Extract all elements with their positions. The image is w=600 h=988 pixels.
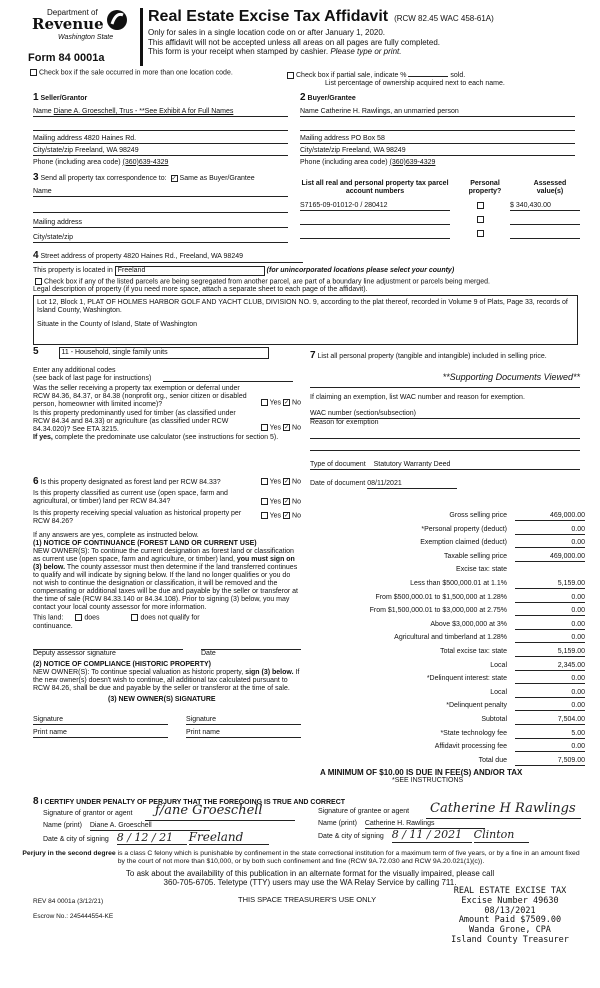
notice2-text-a: NEW OWNER(S): To continue special valuation as historic property,: [33, 668, 244, 676]
grantee-date-row: [318, 829, 588, 843]
q-timber-answers: [259, 424, 301, 432]
buyer-city-field[interactable]: [300, 147, 575, 156]
segregated-checkbox[interactable]: [35, 278, 42, 285]
same-as-buyer-checkbox[interactable]: [171, 175, 178, 182]
fee-row: [315, 526, 585, 535]
fee-value[interactable]: 0.00: [515, 675, 585, 684]
stamp-line: Excise Number 49630: [461, 895, 559, 906]
grantor-signature-label: Signature of grantor or agent: [43, 809, 133, 817]
grantee-name-label: Name (print): [318, 820, 357, 827]
notice1-text-b: The county assessor must then determine if the land transferred continues to qualify and will indicate by signing below. If the land no longer qualifies or you do not wish to continue the designation or classification, it will be removed and the compensating or additional taxes will be due and payable by the seller or transferor at the time of sale (RCW 84.33.140 or 84.34.108). Prior to signing (3) below, you may contact your local county assessor for more information.: [33, 563, 298, 612]
form-title-block: [148, 8, 588, 56]
supporting-docs-note: **Supporting Documents Viewed**: [442, 371, 580, 382]
fee-value[interactable]: [515, 566, 585, 574]
q-forest-answers: [259, 478, 301, 486]
grantor-signature-field[interactable]: [145, 802, 295, 821]
fee-label: *Personal property (deduct): [421, 525, 507, 533]
fee-value[interactable]: 0.00: [515, 539, 585, 548]
personal-cell: [458, 202, 503, 211]
q-historic: [33, 510, 301, 526]
buyer-city-label: City/state/zip: [300, 146, 341, 154]
doc-date-value: 08/11/2021: [367, 480, 457, 489]
revenue-text: Revenue: [32, 15, 104, 33]
partial-sale-checkbox[interactable]: [287, 72, 294, 79]
street-address-field[interactable]: [33, 250, 303, 263]
seller-name-value: Diane A. Groeschell, Trus - **See Exhibit A for Full Names: [53, 107, 234, 115]
fee-row: [315, 730, 585, 739]
street-label: Street address of property: [40, 253, 122, 260]
fee-label: Total due: [478, 756, 507, 764]
new-owner-sig-row: [33, 716, 301, 725]
escrow-number: Escrow No.: 245444554-KE: [33, 913, 114, 920]
fee-value[interactable]: 7,504.00: [515, 716, 585, 725]
seller-mail-label: Mailing address: [33, 134, 83, 142]
wac-label: WAC number (section/subsection): [310, 409, 416, 417]
partial-sale-sold-label: sold.: [450, 72, 466, 79]
section5: [33, 346, 301, 442]
fee-row: [315, 539, 585, 548]
parcel-table-header: [300, 180, 580, 196]
fee-row: [315, 716, 585, 725]
header-divider: [140, 8, 143, 66]
dept-of-text: Department of: [47, 8, 98, 17]
located-label: This property is located in: [33, 266, 113, 274]
fee-row: [315, 634, 585, 643]
fee-value[interactable]: 0.00: [515, 594, 585, 603]
grantee-name-value[interactable]: Catherine H. Rawlings: [365, 820, 485, 829]
note-all-pages: This affidavit will not be accepted unless all areas on all pages are fully completed.: [148, 37, 441, 47]
continuance-label: continuance.: [33, 622, 73, 630]
q-forest-yes[interactable]: [261, 478, 268, 485]
q-exemption-yes[interactable]: [261, 399, 268, 406]
parcel-row: [300, 216, 580, 225]
grantee-city-value[interactable]: Clinton: [474, 829, 529, 843]
fee-value[interactable]: 5,159.00: [515, 580, 585, 589]
seller-blank-line[interactable]: [33, 121, 288, 131]
fee-row: [315, 607, 585, 616]
section3-number: 3: [33, 172, 39, 183]
q-timber-no[interactable]: [283, 424, 290, 431]
note-type-print: Please type or print.: [330, 46, 402, 56]
segregated-label: Check box if any of the listed parcels are being segregated from another parcel, are part of a boundary line adjustment or parcels being merged.: [44, 277, 490, 285]
notice1-bold: you must sign on (3) below.: [33, 555, 295, 571]
reason-line[interactable]: [310, 427, 580, 439]
section8: [33, 796, 588, 845]
buyer-phone-value: (360)639-4329: [389, 158, 436, 166]
q-timber-ifyes: [33, 434, 301, 442]
section7-text: List all personal property (tangible and intangible) included in selling price.: [317, 353, 547, 360]
located-row: [33, 266, 583, 276]
notice1-body: [33, 548, 301, 612]
minimum-due-note: A MINIMUM OF $10.00 IS DUE IN FEE(S) AND/OR TAX: [320, 768, 523, 777]
yes-label: Yes: [269, 497, 282, 505]
fee-row: [315, 566, 585, 574]
buyer-name-label: Name: [300, 107, 319, 115]
seller-section: [33, 92, 288, 167]
buyer-heading: Buyer/Grantee: [307, 95, 356, 102]
yes-label: Yes: [269, 478, 282, 486]
new-owner-print-1[interactable]: [33, 729, 168, 738]
seller-heading: Seller/Grantor: [40, 95, 88, 102]
parcel-table: [300, 180, 580, 239]
notice2-text-b: If the new owner(s) doesn't wish to continue, all additional tax calculated pursuant to RCW 84.26, shall be due and payable by the seller or transferor at the time of sale.: [33, 668, 300, 692]
fee-value[interactable]: 0.00: [515, 689, 585, 698]
does-label: does: [84, 614, 100, 622]
grantor-date-label: Date & city of signing: [43, 835, 109, 843]
q-current-use: [33, 490, 301, 506]
fee-label: Excise tax: state: [456, 566, 507, 574]
fee-value[interactable]: 0.00: [515, 702, 585, 711]
multi-location-label: Check box if the sale occurred in more than one location code.: [39, 69, 233, 77]
yes-label: Yes: [269, 399, 282, 407]
seller-mail-value: 4820 Haines Rd.: [83, 134, 137, 142]
notice2-bold: sign (3) below.: [245, 668, 294, 676]
section6-number: 6: [33, 476, 39, 487]
notice1-text-a: NEW OWNER(S): To continue the current designation as forest land or classification as current use (open space, farm and agriculture, or timber) land,: [33, 547, 294, 563]
fee-row: [315, 621, 585, 630]
print-name-label: Print name: [33, 728, 67, 736]
revision-number: REV 84 0001a (3/12/21): [33, 898, 104, 905]
legal-description-box[interactable]: [33, 295, 578, 345]
buyer-name-value: Catherine H. Rawlings, an unmarried person: [320, 107, 459, 115]
print-name-label: Print name: [186, 728, 220, 736]
new-owner-signature-1[interactable]: [33, 716, 168, 725]
parcel-number[interactable]: [300, 230, 450, 239]
wac-number-field[interactable]: [310, 410, 580, 419]
personal-property-line[interactable]: [310, 382, 580, 388]
form-title: Real Estate Excise Tax Affidavit: [148, 8, 389, 25]
fee-value[interactable]: 2,345.00: [515, 662, 585, 671]
doc-date-field[interactable]: [310, 480, 580, 489]
perjury-notice: [20, 850, 582, 866]
signature-label: Signature: [186, 715, 216, 723]
q-exemption-answers: [259, 399, 301, 407]
buyer-section: [300, 92, 575, 167]
fee-row: [315, 553, 585, 562]
if-yes-text: complete the predominate use calculator (see instructions for section 5).: [54, 434, 279, 442]
seller-section-number: 1: [33, 92, 39, 103]
located-note: (for unincorporated locations please select your county): [266, 266, 455, 274]
personal-checkbox[interactable]: [477, 216, 484, 223]
q-timber-text: Is this property predominantly used for timber (as classified under RCW 84.34 and 84.33) or agriculture (as classified under RCW 84.34.020)? See ETA 3215.: [33, 410, 236, 434]
partial-sale-check[interactable]: [285, 69, 585, 88]
fee-label: *Delinquent penalty: [446, 702, 507, 710]
no-label: No: [292, 399, 301, 407]
no-label: No: [292, 424, 301, 432]
fee-row: [315, 512, 585, 521]
no-label: No: [292, 497, 301, 505]
personal-cell: [458, 216, 503, 225]
fee-label: Local: [490, 661, 507, 669]
personal-checkbox[interactable]: [477, 202, 484, 209]
treasurer-use-only: THIS SPACE TREASURER'S USE ONLY: [238, 895, 377, 904]
parcel-row: [300, 202, 580, 211]
buyer-phone-label: Phone (including area code): [300, 158, 388, 166]
corr-name-field[interactable]: [33, 188, 288, 197]
property-section: [33, 250, 583, 345]
stamp-line: Amount Paid $7509.00: [458, 915, 562, 926]
buyer-city-value: Freeland, WA 98249: [342, 146, 406, 154]
corr-blank-line[interactable]: [33, 203, 288, 213]
notice1-title: (1) NOTICE OF CONTINUANCE (FOREST LAND OR CURRENT USE): [33, 539, 257, 547]
correspondence-section: [33, 172, 288, 243]
section4-number: 4: [33, 250, 39, 261]
any-yes-note: If any answers are yes, complete as instructed below.: [33, 531, 199, 539]
deputy-label: Deputy assessor signature: [33, 649, 116, 657]
deputy-date-label: Date: [201, 649, 216, 657]
buyer-phone-field[interactable]: [300, 159, 575, 167]
fee-value[interactable]: 7,509.00: [515, 757, 585, 766]
reason-line-2[interactable]: [310, 439, 580, 451]
this-land-label: This land:: [33, 614, 64, 622]
personal-header: Personal property?: [468, 180, 502, 196]
seller-name-field[interactable]: [33, 108, 288, 117]
grantor-name-label: Name (print): [43, 821, 82, 829]
additional-codes-field[interactable]: [163, 374, 293, 382]
stamp-line: 08/13/2021: [484, 905, 536, 916]
legal-description: Lot 12, Block 1, PLAT OF HOLMES HARBOR GOLF AND YACHT CLUB, DIVISION NO. 9, according to the plat thereof, recorded in Volume 9 of Plats, Page 33, records of Island County, Washington.: [37, 298, 568, 315]
q-current-use-text: Is this property classified as current use (open space, farm and agricultural, or timber) land per RCW 84.34?: [33, 489, 228, 505]
additional-codes-label: Enter any additional codes: [33, 367, 116, 375]
q-forest-no[interactable]: [283, 478, 290, 485]
note-single-location: Only for sales in a single location code on or after January 1, 2020.: [148, 28, 386, 38]
notice3-title: (3) NEW OWNER(S) SIGNATURE: [108, 695, 216, 703]
doc-type-value: Statutory Warranty Deed: [373, 460, 451, 468]
q-historic-yes[interactable]: [261, 512, 268, 519]
grantor-city-value[interactable]: Freeland: [189, 831, 269, 846]
section3-text: Send all property tax correspondence to:: [40, 175, 167, 182]
grantor-name-value[interactable]: Diane A. Groeschell: [90, 822, 210, 831]
fee-value[interactable]: 5,159.00: [515, 648, 585, 657]
seller-city-field[interactable]: [33, 147, 288, 156]
section7-number: 7: [310, 350, 316, 361]
fee-row: [315, 648, 585, 657]
seller-phone-label: Phone (including area code): [33, 158, 121, 166]
dor-logo: [30, 8, 130, 48]
fee-label: Exemption claimed (deduct): [420, 539, 507, 547]
seller-phone-value: (360)639-4329: [122, 158, 169, 166]
note-receipt-text: This form is your receipt when stamped by cashier.: [148, 46, 329, 56]
deputy-labels: [33, 650, 301, 658]
fee-row: [315, 743, 585, 752]
stamp-line: Island County Treasurer: [451, 934, 569, 945]
seller-city-label: City/state/zip: [33, 146, 74, 154]
fee-row: [315, 580, 585, 589]
personal-cell: [458, 230, 503, 239]
grantee-block: [318, 801, 588, 843]
partial-sale-label: Check box if partial sale, indicate %: [296, 72, 407, 79]
buyer-name-field[interactable]: [300, 108, 575, 117]
treasurer-stamp: [440, 887, 580, 946]
personal-checkbox[interactable]: [477, 230, 484, 237]
legal-label: Legal description of property (if you need more space, attach a separate sheet to each page of the affidavit).: [33, 285, 368, 293]
certify-text: I CERTIFY UNDER PENALTY OF PERJURY THAT THE FOREGOING IS TRUE AND CORRECT: [40, 799, 346, 806]
q-forest-text: Is this property designated as forest land per RCW 84.33?: [40, 479, 221, 486]
q-exemption: [33, 385, 301, 409]
fee-value[interactable]: 0.00: [515, 526, 585, 535]
corr-mail-field[interactable]: [33, 219, 288, 228]
q-current-use-no[interactable]: [283, 498, 290, 505]
perjury-text: is a class C felony which is punishable by confinement in the state correctional institution for a maximum term of five years, or by a fine in an amount fixed by the court of not more than $10,000, or by both such confinement and fine (RCW 9A.72.030 and RCW 9A.20.021(1)(c)).: [117, 850, 580, 865]
buyer-mail-field[interactable]: [300, 135, 575, 144]
fee-row: [315, 689, 585, 698]
multi-location-check[interactable]: [28, 69, 233, 77]
location-select[interactable]: Freeland: [115, 266, 265, 276]
fee-value[interactable]: 0.00: [515, 634, 585, 643]
grantee-date-label: Date & city of signing: [318, 833, 384, 841]
fee-row: [315, 675, 585, 684]
multi-location-checkbox[interactable]: [30, 69, 37, 76]
yes-label: Yes: [269, 424, 282, 432]
fee-label: *State technology fee: [440, 729, 507, 737]
q-timber: [33, 410, 301, 442]
does-not-checkbox[interactable]: [131, 614, 138, 621]
doc-type-field[interactable]: [310, 461, 580, 470]
fee-label: From $1,500,000.01 to $3,000,000 at 2.75%: [369, 607, 507, 615]
corr-mail-label: Mailing address: [33, 218, 83, 226]
seller-mail-field[interactable]: [33, 135, 288, 144]
does-not-label: does not qualify for: [140, 614, 200, 622]
doc-date-label: Date of document: [310, 480, 366, 488]
assessed-value[interactable]: [510, 230, 580, 239]
fee-label: Local: [490, 688, 507, 696]
signature-label: Signature: [33, 715, 63, 723]
grantee-signature-row: [318, 801, 588, 820]
fee-label: Total excise tax: state: [440, 648, 507, 655]
corr-city-label: City/state/zip: [33, 233, 74, 241]
grantor-signature-scribble: ƒ/ane Groeschell: [155, 802, 263, 818]
q-historic-text: Is this property receiving special valuation as historical property per RCW 84.26?: [33, 509, 242, 525]
alternate-format-notice: To ask about the availability of this publication in an alternate format for the visually impaired, please call 360-705-6705. Teletype (TTY) users may use the WA Relay Service by calling 711.: [125, 869, 495, 888]
fee-row: [315, 757, 585, 766]
washington-state-text: Washington State: [58, 34, 114, 41]
q-exemption-no[interactable]: [283, 399, 290, 406]
buyer-mail-label: Mailing address: [300, 134, 350, 142]
form-number: Form 84 0001a: [28, 52, 105, 64]
fee-label: *Delinquent interest: state: [426, 675, 507, 683]
section6: [33, 476, 301, 738]
notice2-title: (2) NOTICE OF COMPLIANCE (HISTORIC PROPERTY): [33, 660, 211, 668]
does-checkbox[interactable]: [75, 614, 82, 621]
grantee-signature-scribble: Catherine H Rawlings: [430, 801, 576, 816]
fee-table: [280, 512, 585, 772]
reason-label: Reason for exemption: [310, 418, 379, 426]
fee-label: Agricultural and timberland at 1.28%: [394, 634, 507, 642]
form-title-ref: (RCW 82.45 WAC 458-61A): [394, 14, 494, 23]
section5-number: 5: [33, 346, 39, 357]
street-value: 4820 Haines Rd., Freeland, WA 98249: [123, 253, 243, 260]
section8-number: 8: [33, 796, 39, 807]
exemption-text: If claiming an exemption, list WAC number and reason for exemption.: [310, 393, 525, 401]
stamp-line: Wanda Grone, CPA: [469, 925, 551, 936]
parcel-number[interactable]: S7165-09-01012-0 / 280412: [300, 202, 450, 211]
grantee-date-value[interactable]: 8 / 11 / 2021: [392, 829, 472, 843]
parcel-row: [300, 230, 580, 239]
fee-value[interactable]: 5.00: [515, 730, 585, 739]
stamp-line: REAL ESTATE EXCISE TAX: [453, 886, 567, 896]
seller-city-value: Freeland, WA 98249: [75, 146, 139, 154]
doc-type-label: Type of document: [310, 460, 366, 468]
fee-label: Less than $500,000.01 at 1.1%: [410, 580, 507, 587]
fee-label: Above $3,000,000 at 3%: [430, 620, 507, 628]
notice2-body: [33, 669, 301, 693]
partial-sale-note: List percentage of ownership acquired next to each name.: [325, 80, 505, 88]
additional-codes-note: (see back of last page for instructions): [33, 375, 152, 383]
segregated-row[interactable]: [33, 278, 583, 286]
q-exemption-text: Was the seller receiving a property tax exemption or deferral under RCW 84.36, 84.37, or 84.38 (nonprofit org., senior citizen or disabled person, homeowner with limited income)?: [33, 385, 247, 409]
see-instructions: *SEE INSTRUCTIONS: [392, 777, 464, 784]
use-code-select[interactable]: 11 - Household, single family units: [59, 347, 269, 359]
fee-label: Taxable selling price: [443, 552, 507, 560]
section7: [310, 350, 580, 489]
no-label: No: [292, 478, 301, 486]
parcel-header: List all real and personal property tax parcel account numbers: [301, 180, 449, 196]
q-timber-yes[interactable]: [261, 424, 268, 431]
if-yes-bold: If yes,: [33, 434, 53, 442]
partial-sale-percent-field[interactable]: [408, 69, 448, 77]
fee-value[interactable]: 0.00: [515, 621, 585, 630]
assessed-header: Assessed value(s): [533, 180, 567, 196]
perjury-bold: Perjury in the second degree: [22, 850, 116, 857]
fee-row: [315, 702, 585, 711]
fee-label: Affidavit processing fee: [434, 743, 507, 751]
same-as-buyer-label: Same as Buyer/Grantee: [179, 175, 255, 182]
seller-phone-field[interactable]: [33, 159, 288, 167]
q-forest: [33, 476, 301, 488]
yes-label: Yes: [269, 511, 282, 519]
fee-value[interactable]: 469,000.00: [515, 553, 585, 562]
fee-row: [315, 594, 585, 603]
seller-name-label: Name: [33, 107, 52, 115]
parcel-number[interactable]: [300, 216, 450, 225]
fee-label: Subtotal: [481, 716, 507, 723]
fee-label: From $500,000.01 to $1,500,000 at 1.28%: [375, 593, 507, 601]
grantor-date-value[interactable]: 8 / 12 / 21: [117, 832, 187, 846]
note-receipt: [148, 47, 588, 56]
fee-value[interactable]: 0.00: [515, 743, 585, 752]
assessed-value[interactable]: $ 340,430.00: [510, 202, 580, 211]
corr-name-label: Name: [33, 187, 52, 195]
fee-value[interactable]: 0.00: [515, 607, 585, 616]
buyer-mail-value: PO Box 58: [350, 134, 385, 142]
no-label: No: [292, 511, 301, 519]
corr-city-field[interactable]: [33, 234, 288, 243]
buyer-blank-line[interactable]: [300, 121, 575, 131]
q-current-use-answers: [259, 498, 301, 506]
grantee-signature-label: Signature of grantee or agent: [318, 808, 410, 815]
this-land-row: [33, 614, 301, 622]
fee-label: Gross selling price: [449, 512, 507, 519]
buyer-section-number: 2: [300, 92, 306, 103]
grantee-signature-field[interactable]: [426, 801, 581, 819]
fee-row: [315, 662, 585, 671]
fee-value[interactable]: 469,000.00: [515, 512, 585, 521]
assessed-value[interactable]: [510, 216, 580, 225]
new-owner-print-row: [33, 729, 301, 738]
dor-logo-mark-icon: [106, 8, 128, 32]
legal-description-situate: Situate in the County of Island, State of Washington: [37, 321, 198, 329]
q-current-use-yes[interactable]: [261, 498, 268, 505]
